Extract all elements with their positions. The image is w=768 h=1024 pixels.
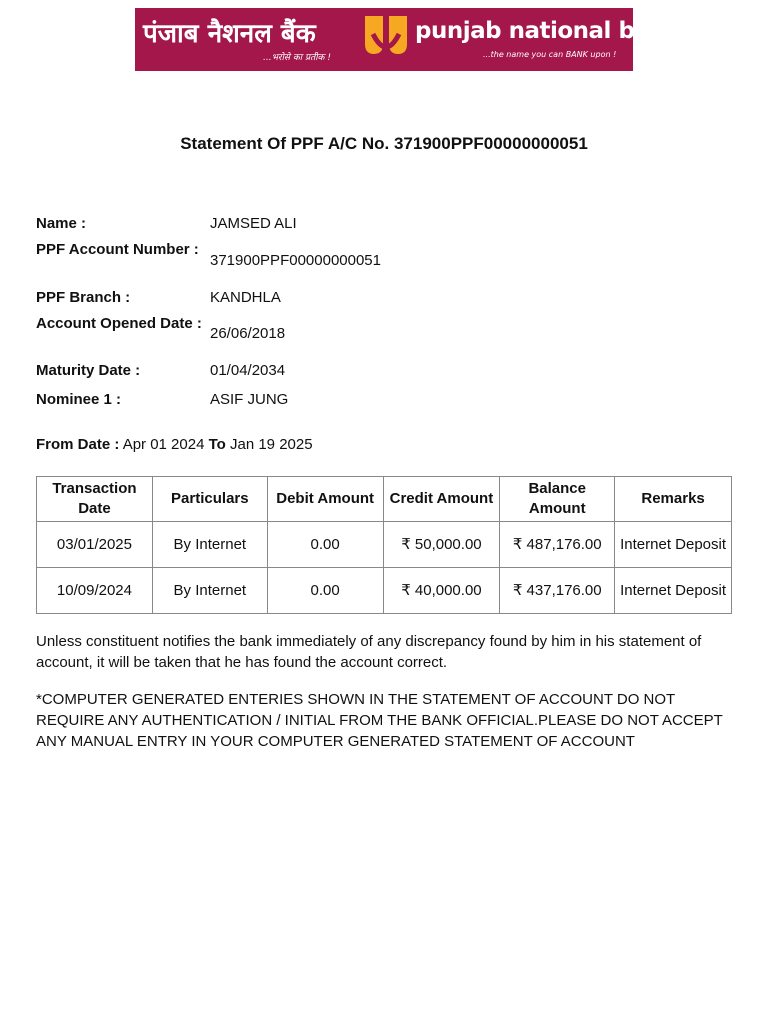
- bank-name-hindi: पंजाब नैशनल बैंक: [143, 19, 316, 49]
- from-date-value: Apr 01 2024: [122, 436, 205, 453]
- table-cell: ₹ 40,000.00: [383, 568, 500, 614]
- bank-tagline-english: ...the name you can BANK upon !: [483, 50, 617, 59]
- table-cell: ₹ 50,000.00: [383, 522, 500, 568]
- table-cell: 10/09/2024: [37, 568, 153, 614]
- from-date-label: From Date :: [36, 436, 120, 453]
- column-header: Debit Amount: [267, 477, 383, 522]
- column-header: Particulars: [152, 477, 267, 522]
- bank-logo-banner: [135, 8, 681, 71]
- table-row: [37, 568, 732, 614]
- transactions-table: [36, 476, 732, 614]
- table-cell: By Internet: [152, 568, 267, 614]
- table-cell: By Internet: [152, 522, 267, 568]
- info-value: ASIF JUNG: [210, 391, 289, 408]
- column-header: Balance Amount: [500, 477, 615, 522]
- info-value: 26/06/2018: [210, 325, 286, 342]
- discrepancy-note: Unless constituent notifies the bank immediately of any discrepancy found by him in his statement of account, it will be taken that he has found the account correct.: [36, 633, 702, 671]
- table-cell: ₹ 487,176.00: [500, 522, 615, 568]
- info-label: PPF Branch :: [36, 289, 131, 306]
- column-header: Remarks: [615, 477, 732, 522]
- info-label: PPF Account Number :: [36, 241, 199, 258]
- table-row: [37, 522, 732, 568]
- info-value: KANDHLA: [210, 289, 281, 306]
- info-label: Nominee 1 :: [36, 391, 122, 408]
- table-cell: Internet Deposit: [615, 522, 732, 568]
- to-date-label: To: [208, 436, 226, 453]
- table-cell: ₹ 437,176.00: [500, 568, 615, 614]
- date-range: [36, 435, 313, 455]
- bank-tagline-hindi: ...भरोसे का प्रतीक !: [263, 53, 331, 63]
- computer-generated-note: *COMPUTER GENERATED ENTERIES SHOWN IN THE STATEMENT OF ACCOUNT DO NOT REQUIRE ANY AUTHENTICATION / INITIAL FROM THE BANK OFFICIAL.PLEASE DO NOT ACCEPT ANY MANUAL ENTRY IN YOUR COMPUTER GENERATED STATEMENT OF ACCOUNT: [36, 691, 723, 750]
- table-cell: 0.00: [267, 568, 383, 614]
- table-cell: 03/01/2025: [37, 522, 153, 568]
- pnb-logo-icon: [361, 14, 411, 62]
- info-label: Account Opened Date :: [36, 315, 202, 332]
- info-value: JAMSED ALI: [210, 215, 297, 232]
- table-header-row: [37, 477, 732, 522]
- to-date-value: Jan 19 2025: [229, 436, 313, 453]
- table-cell: 0.00: [267, 522, 383, 568]
- column-header: Transaction Date: [37, 477, 153, 522]
- column-header: Credit Amount: [383, 477, 500, 522]
- table-cell: Internet Deposit: [615, 568, 732, 614]
- statement-title: Statement Of PPF A/C No. 371900PPF00000000051: [180, 134, 588, 153]
- info-value: 01/04/2034: [210, 362, 286, 379]
- info-value: 371900PPF00000000051: [210, 252, 381, 269]
- bank-name-english: punjab national bank: [415, 18, 681, 44]
- info-label: Name :: [36, 215, 87, 232]
- info-label: Maturity Date :: [36, 362, 141, 379]
